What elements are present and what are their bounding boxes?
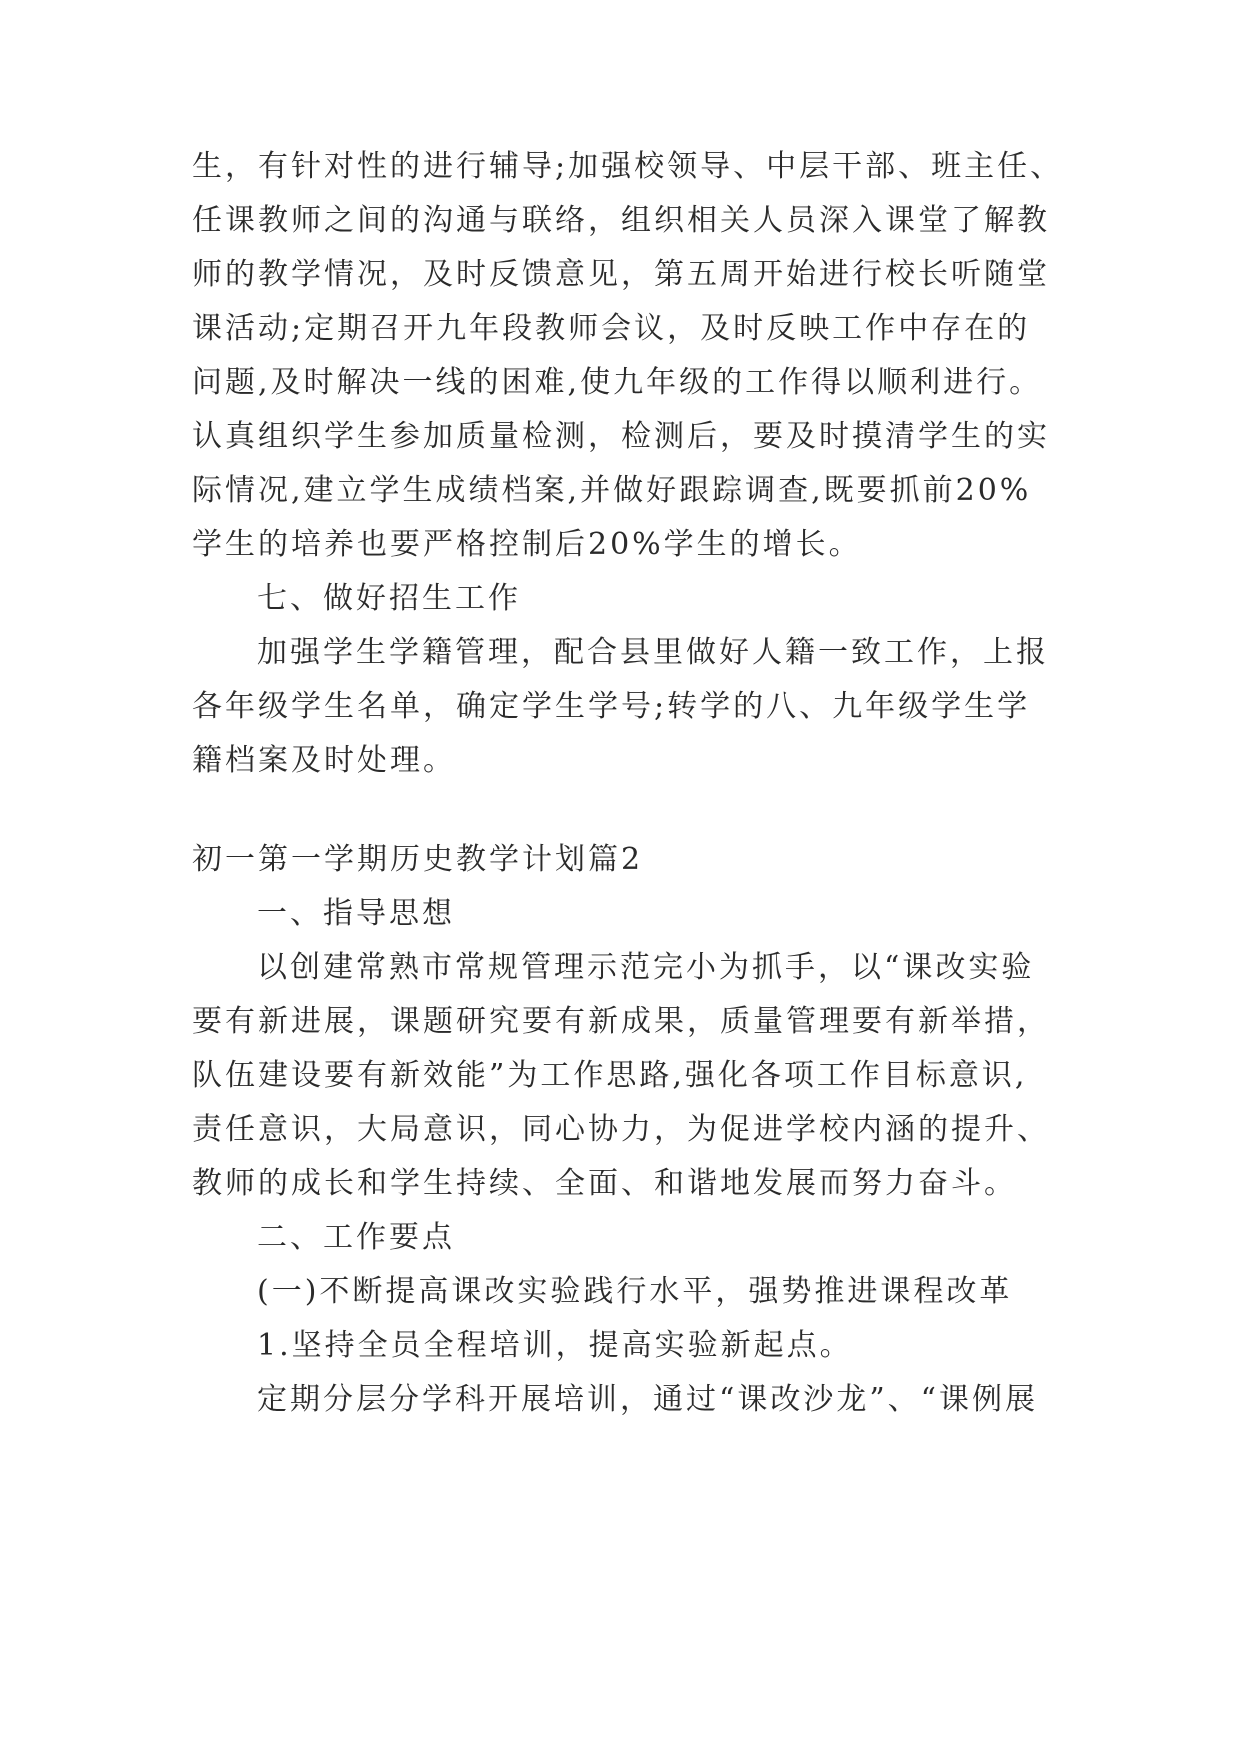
section-heading: 二、工作要点 xyxy=(257,1220,455,1255)
paragraph-line: 生，有针对性的进行辅导;加强校领导、中层干部、班主任、 xyxy=(192,149,1064,184)
paragraph-line: 教师的成长和学生持续、全面、和谐地发展而努力奋斗。 xyxy=(192,1166,1017,1201)
paragraph-line: 要有新进展，课题研究要有新成果，质量管理要有新举措， xyxy=(192,1004,1050,1039)
paragraph-line: 任课教师之间的沟通与联络，组织相关人员深入课堂了解教 xyxy=(192,203,1050,238)
paragraph-line: 以创建常熟市常规管理示范完小为抓手，以“课改实验 xyxy=(257,950,1035,985)
section-heading: 一、指导思想 xyxy=(257,896,455,931)
paragraph-line: 加强学生学籍管理，配合县里做好人籍一致工作，上报 xyxy=(257,635,1049,670)
paragraph-line: 认真组织学生参加质量检测，检测后，要及时摸清学生的实 xyxy=(192,419,1050,454)
subsection-heading: (一)不断提高课改实验践行水平，强势推进课程改革 xyxy=(257,1274,1013,1309)
paragraph-line: 定期分层分学科开展培训，通过“课改沙龙”、“课例展 xyxy=(257,1382,1039,1417)
section-heading: 七、做好招生工作 xyxy=(257,581,521,616)
paragraph-line: 学生的培养也要严格控制后20%学生的增长。 xyxy=(192,527,862,562)
paragraph-line: 课活动;定期召开九年段教师会议，及时反映工作中存在的 xyxy=(192,311,1031,346)
paragraph-line: 各年级学生名单，确定学生学号;转学的八、九年级学生学 xyxy=(192,689,1031,724)
paragraph-line: 问题,及时解决一线的困难,使九年级的工作得以顺利进行。 xyxy=(192,365,1043,400)
numbered-item: 1.坚持全员全程培训，提高实验新起点。 xyxy=(257,1328,853,1363)
paragraph-line: 队伍建设要有新效能”为工作思路,强化各项工作目标意识, xyxy=(192,1058,1028,1093)
document-title: 初一第一学期历史教学计划篇2 xyxy=(192,842,644,877)
paragraph-line: 际情况,建立学生成绩档案,并做好跟踪调查,既要抓前20% xyxy=(192,473,1032,508)
paragraph-line: 责任意识，大局意识，同心协力，为促进学校内涵的提升、 xyxy=(192,1112,1050,1147)
paragraph-line: 籍档案及时处理。 xyxy=(192,743,456,778)
paragraph-line: 师的教学情况，及时反馈意见，第五周开始进行校长听随堂 xyxy=(192,257,1050,292)
